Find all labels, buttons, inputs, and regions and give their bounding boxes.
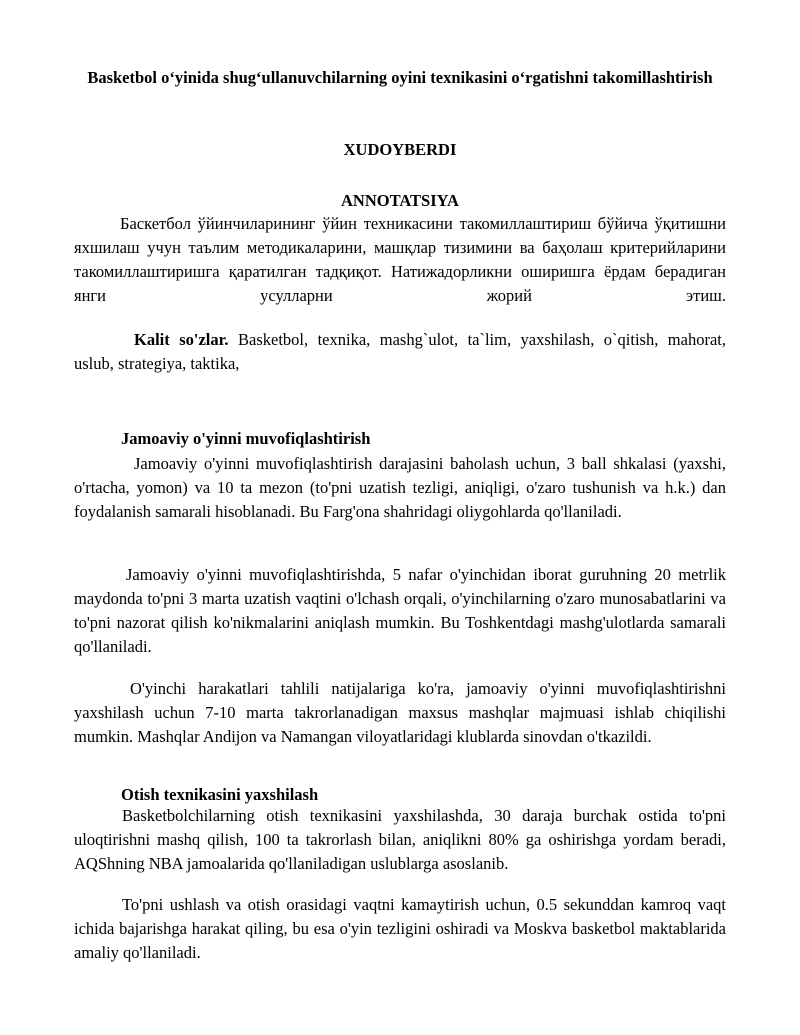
keywords-label: Kalit so'zlar. — [134, 330, 229, 349]
section-paragraph: O'yinchi harakatlari tahlili natijalariga ko'ra, jamoaviy o'yinni muvofiqlashtirishni yaxshilash uchun 7-10 marta takrorlanadigan maxsus mashqlar majmuasi ishlab chiqilishi mumkin. Mashqlar Andijon va Namangan viloyatlaridagi klublarda sinovdan o'tkazildi. — [74, 679, 726, 746]
annotation-text: Баскетбол ўйинчиларининг ўйин техникасини такомиллаштириш бўйича ўқитишни яхшилаш учун таълим методикаларини, машқлар тизимини ва баҳолаш критерийларини такомиллаштиришга қаратилган тадқиқот. Натижадорликни оширишга ёрдам берадиган янги усулларни жорий этиш. — [74, 214, 726, 305]
author-name: XUDOYBERDI — [343, 140, 457, 159]
section-paragraph: Jamoaviy o'yinni muvofiqlashtirishda, 5 nafar o'yinchidan iborat guruhning 20 metrlik maydonda to'pni 3 marta uzatish vaqtini o'lchash orqali, o'yinchilarning o'zaro munosabatlarini va to'pni nazorat qilish ko'nikmalarini aniqlash mumkin. Bu Toshkentdagi mashg'ulotlarda samarali qo'llaniladi. — [74, 565, 726, 656]
keywords — [74, 328, 726, 376]
section-heading-shooting: Otish texnikasini yaxshilash — [121, 785, 319, 804]
paper-title: Basketbol o‘yinida shug‘ullanuvchilarning oyini texnikasini o‘rgatishni takomillashtirish — [87, 68, 713, 87]
annotation-heading: ANNOTATSIYA — [341, 191, 459, 210]
section-heading-coordination: Jamoaviy o'yinni muvofiqlashtirish — [121, 429, 371, 448]
section-paragraph: To'pni ushlash va otish orasidagi vaqtni kamaytirish uchun, 0.5 sekunddan kamroq vaqt ichida bajarishga harakat qiling, bu esa o'yin tezligini oshiradi va Moskva basketbol maktablarida amaliy qo'llaniladi. — [74, 895, 726, 962]
section-paragraph: Jamoaviy o'yinni muvofiqlashtirish darajasini baholash uchun, 3 ball shkalasi (yaxshi, o'rtacha, yomon) va 10 ta mezon (to'pni uzatish tezligi, aniqligi, o'zaro tushunish va h.k.) dan foydalanish samarali hisoblanadi. Bu Farg'ona shahridagi oliygohlarda qo'llaniladi. — [74, 454, 726, 521]
section-paragraph: Basketbolchilarning otish texnikasini yaxshilashda, 30 daraja burchak ostida to'pni uloqtirishni mashq qilish, 100 ta takrorlash bilan, aniqlikni 80% ga oshirishga yordam beradi, AQShning NBA jamoalarida qo'llaniladigan uslublarga asoslanib. — [74, 806, 726, 873]
keywords-text: Basketbol, texnika, mashg`ulot, ta`lim, yaxshilash, o`qitish, mahorat, uslub, strategiya, taktika, — [74, 330, 726, 373]
